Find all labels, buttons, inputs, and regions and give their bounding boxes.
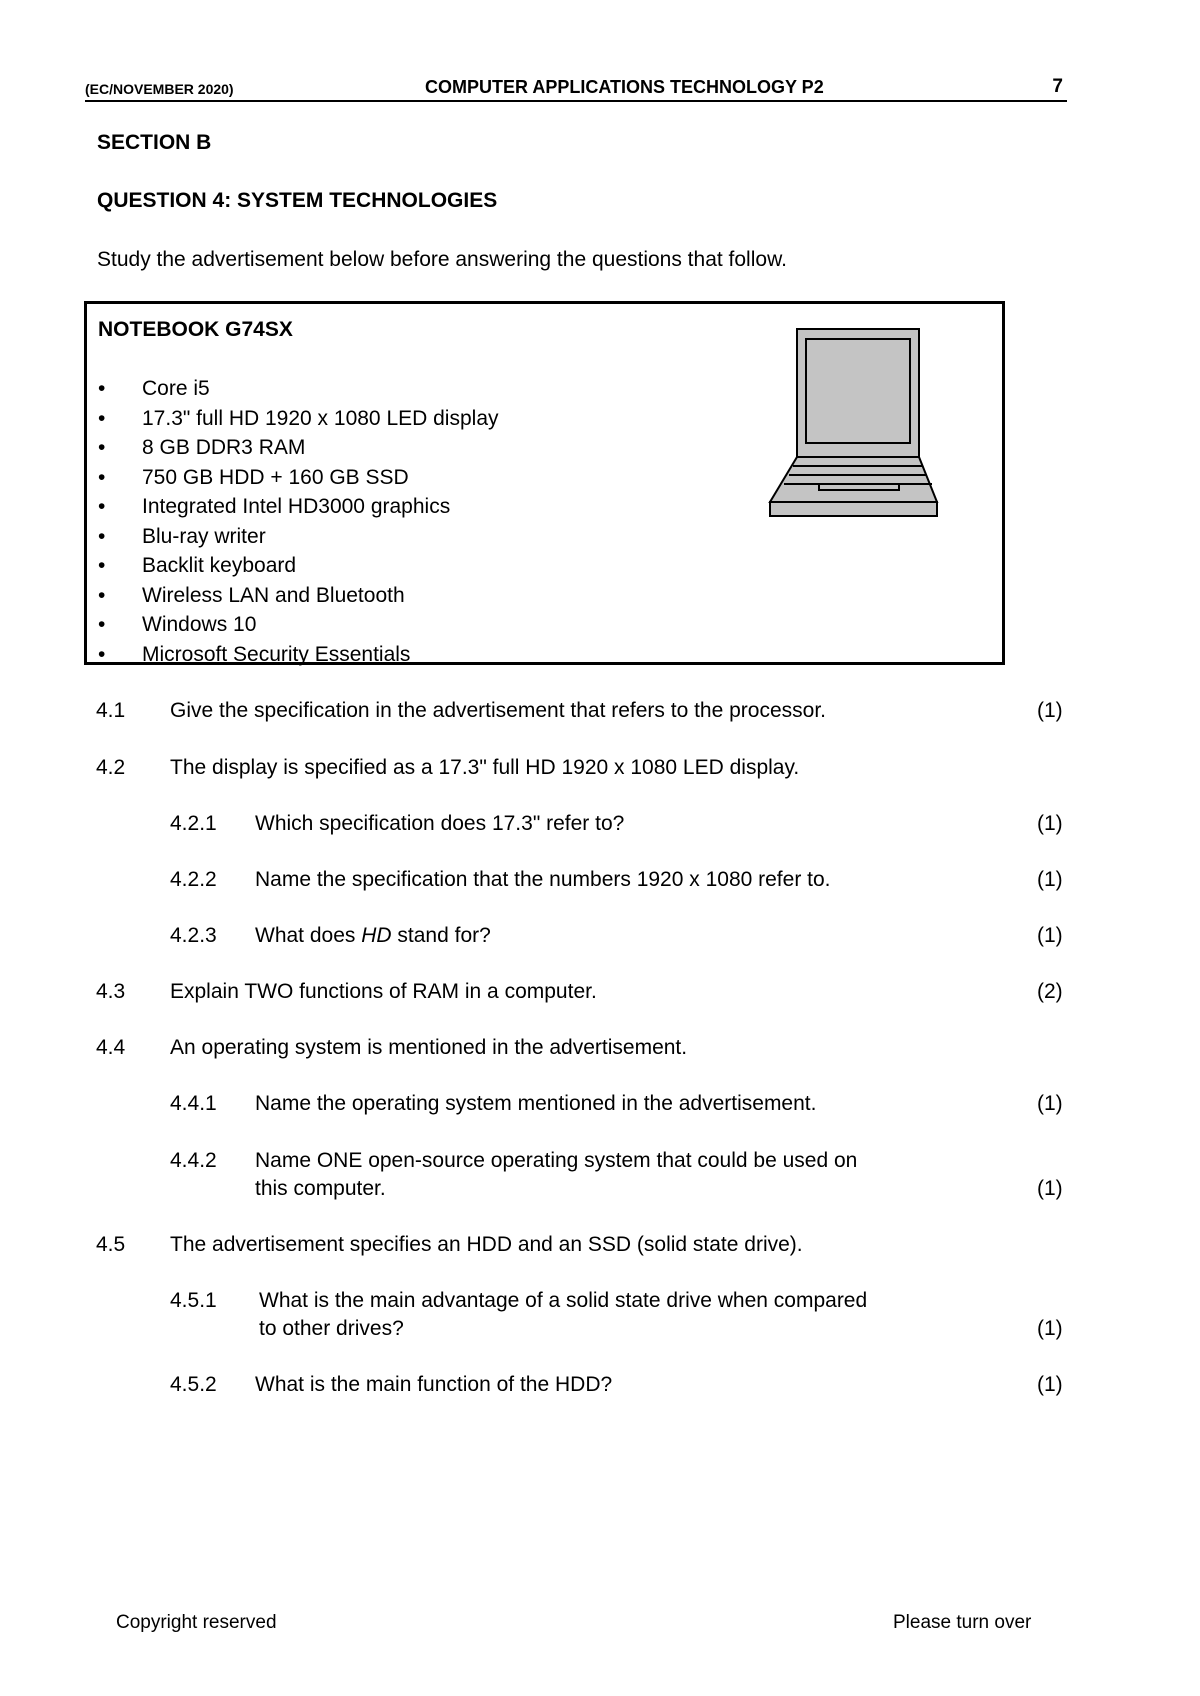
page-header: [85, 72, 1067, 102]
spec-text: Integrated Intel HD3000 graphics: [142, 495, 451, 518]
spec-text: Microsoft Security Essentials: [142, 642, 411, 666]
question-marks: (1): [1037, 1177, 1063, 1200]
spec-text: Windows 10: [142, 613, 257, 636]
question-text: Name the operating system mentioned in the advertisement.: [255, 1092, 817, 1115]
spec-text: Backlit keyboard: [142, 554, 297, 577]
question-number: 4.4.2: [170, 1149, 217, 1172]
spec-text: Core i5: [142, 377, 210, 400]
spec-text: 8 GB DDR3 RAM: [142, 436, 306, 459]
question-marks: (1): [1037, 1317, 1063, 1340]
intro-text: Study the advertisement below before answering the questions that follow.: [97, 248, 787, 271]
laptop-icon: [767, 324, 957, 524]
question-marks: (1): [1037, 812, 1063, 835]
question-text-italic: HD: [361, 924, 392, 947]
spec-text: 17.3" full HD 1920 x 1080 LED display: [142, 406, 499, 430]
question-marks: (2): [1037, 980, 1063, 1003]
question-text-line2: to other drives?: [259, 1317, 404, 1340]
question-text: The advertisement specifies an HDD and an SSD (solid state drive).: [170, 1233, 803, 1256]
footer-copyright: Copyright reserved: [116, 1612, 277, 1633]
question-number: 4.2.3: [170, 924, 217, 947]
bullet-icon: •: [98, 377, 106, 400]
question-number: 4.5.2: [170, 1373, 217, 1396]
question-text: Give the specification in the advertisement that refers to the processor.: [170, 699, 827, 722]
advertisement-box: [84, 301, 1005, 665]
question-text: What is the main function of the HDD?: [255, 1373, 613, 1396]
advert-title: NOTEBOOK G74SX: [98, 318, 293, 341]
question-title: QUESTION 4: SYSTEM TECHNOLOGIES: [97, 189, 498, 212]
question-marks: (1): [1037, 1092, 1063, 1115]
spec-text: Wireless LAN and Bluetooth: [142, 583, 405, 607]
spec-text: 750 GB HDD + 160 GB SSD: [142, 465, 409, 489]
question-text-line2: this computer.: [255, 1177, 386, 1200]
question-marks: (1): [1037, 1373, 1063, 1396]
question-marks: (1): [1037, 868, 1063, 891]
bullet-icon: •: [98, 406, 106, 430]
bullet-icon: •: [98, 524, 106, 548]
question-marks: (1): [1037, 699, 1063, 722]
header-exam-date: (EC/NOVEMBER 2020): [85, 81, 234, 97]
question-text-part: What does: [255, 924, 362, 947]
question-number: 4.5.1: [170, 1289, 217, 1312]
bullet-icon: •: [98, 436, 106, 459]
question-text: [255, 924, 491, 948]
footer-turn-over: Please turn over: [893, 1612, 1032, 1633]
question-number: 4.4.1: [170, 1092, 217, 1115]
question-text-line1: What is the main advantage of a solid state drive when compared: [259, 1289, 868, 1312]
question-number: 4.4: [96, 1036, 126, 1059]
question-text: Explain TWO functions of RAM in a computer.: [170, 980, 597, 1003]
question-number: 4.2: [96, 756, 126, 779]
section-title: SECTION B: [97, 131, 212, 154]
question-number: 4.2.1: [170, 812, 217, 835]
question-number: 4.5: [96, 1233, 126, 1256]
question-text: The display is specified as a 17.3" full HD 1920 x 1080 LED display.: [170, 756, 800, 779]
spec-text: Blu-ray writer: [142, 524, 266, 548]
question-text: An operating system is mentioned in the advertisement.: [170, 1036, 688, 1059]
question-number: 4.2.2: [170, 868, 217, 891]
header-page-number: 7: [1052, 76, 1063, 97]
bullet-icon: •: [98, 642, 106, 666]
question-text-part: stand for?: [391, 924, 491, 947]
bullet-icon: •: [98, 554, 106, 577]
question-number: 4.3: [96, 980, 126, 1003]
question-text: Which specification does 17.3" refer to?: [255, 812, 625, 835]
question-text: Name the specification that the numbers 1920 x 1080 refer to.: [255, 868, 831, 891]
question-text-line1: Name ONE open-source operating system that could be used on: [255, 1149, 858, 1172]
bullet-icon: •: [98, 613, 106, 636]
bullet-icon: •: [98, 583, 106, 607]
header-paper-title: COMPUTER APPLICATIONS TECHNOLOGY P2: [425, 77, 824, 97]
question-number: 4.1: [96, 699, 126, 722]
bullet-icon: •: [98, 465, 106, 489]
question-marks: (1): [1037, 924, 1063, 947]
bullet-icon: •: [98, 495, 106, 518]
